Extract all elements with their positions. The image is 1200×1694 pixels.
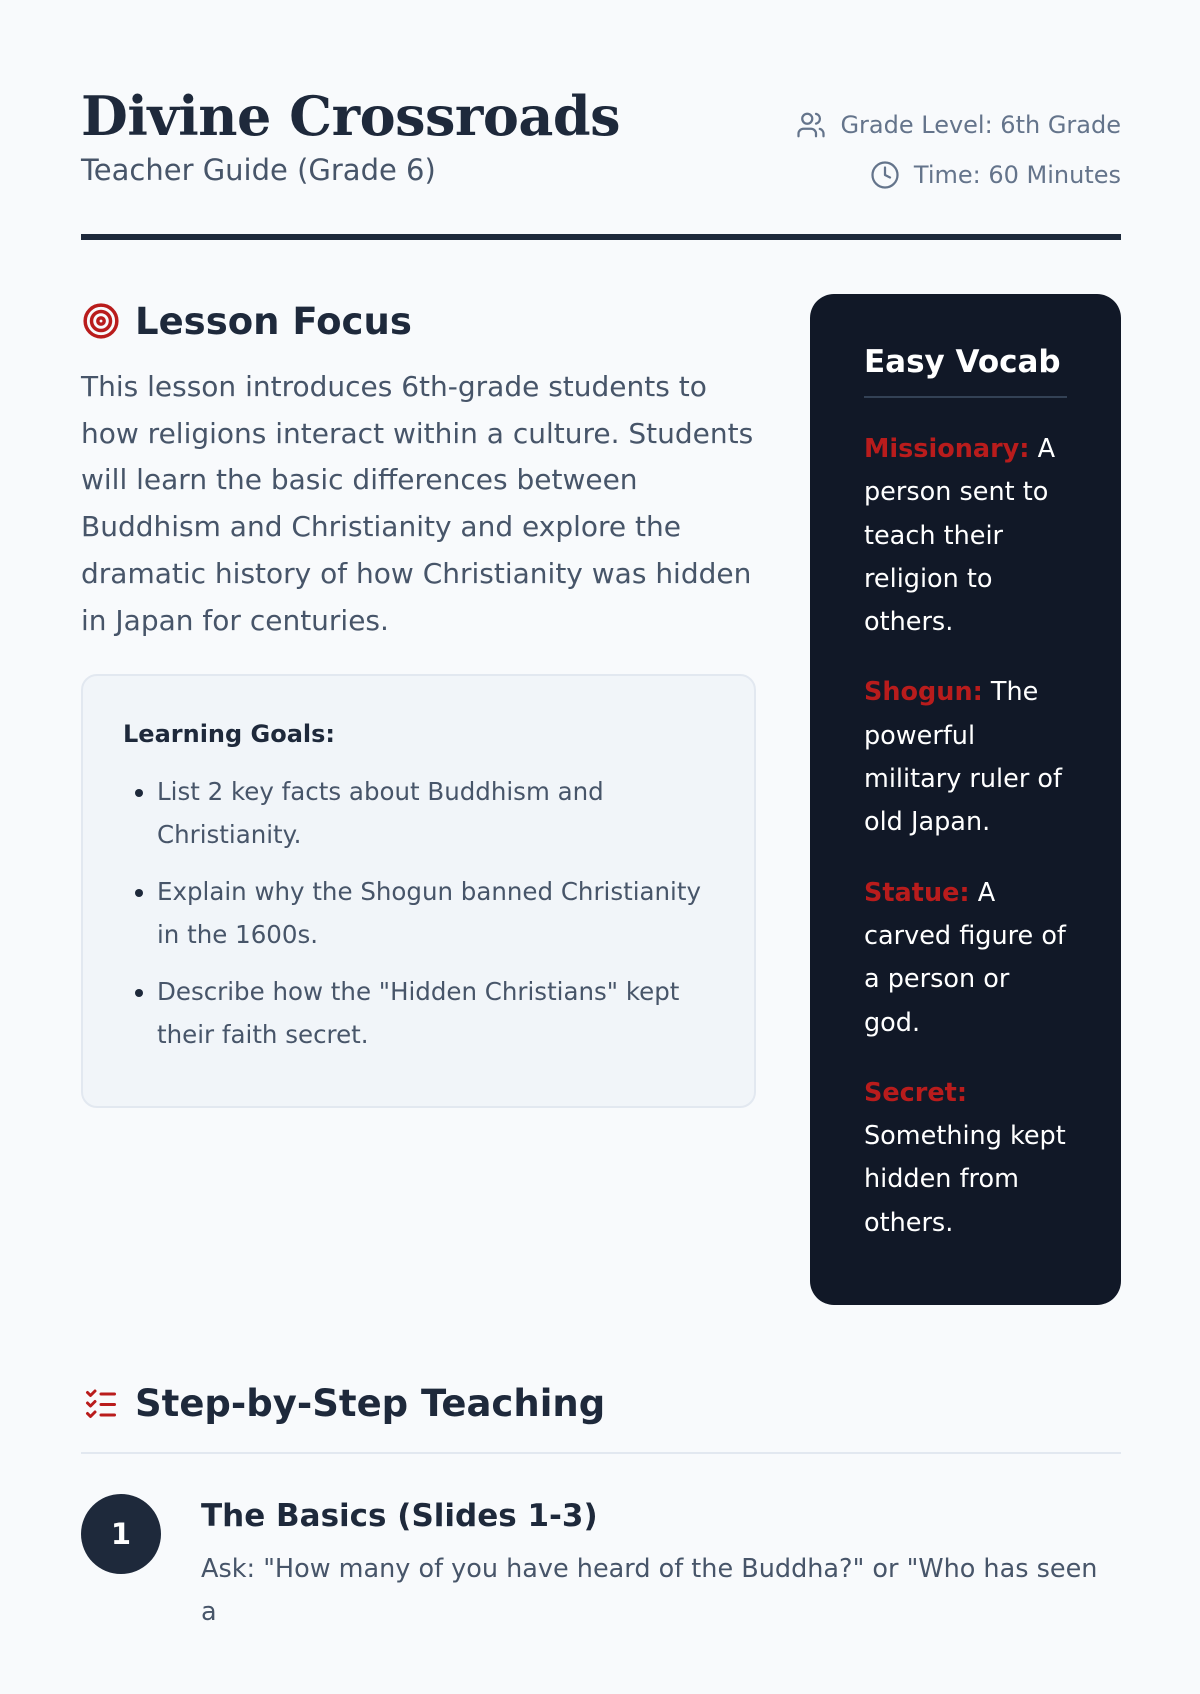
learning-goal-item: • Explain why the Shogun banned Christianity in the 1600s. (157, 870, 714, 956)
learning-goals-list (123, 770, 714, 1056)
vocab-title: Easy Vocab (864, 344, 1067, 398)
vocab-term (864, 872, 1067, 1045)
step-title: The Basics (Slides 1-3) (201, 1498, 598, 1534)
vocab-term (864, 1072, 1067, 1245)
vocab-word: Missionary: (864, 434, 1030, 464)
step-body (201, 1494, 1121, 1634)
clock-icon (870, 160, 900, 190)
lesson-focus-heading (81, 290, 756, 352)
teacher-guide-page (81, 0, 1121, 1627)
vocab-definition: A carved figure of a person or god. (864, 877, 1066, 1038)
checklist-icon (81, 1383, 121, 1423)
learning-goal-item: • Describe how the "Hidden Christians" kept their faith secret. (157, 970, 714, 1056)
teaching-step (81, 1494, 1121, 1694)
vocab-word: Secret: (864, 1077, 968, 1108)
vocab-definition: A person sent to teach their religion to others. (864, 434, 1056, 638)
vocab-term (864, 428, 1067, 644)
step-by-step-heading (81, 1370, 1121, 1454)
step-by-step-title: Step-by-Step Teaching (135, 1381, 606, 1425)
lesson-focus-title: Lesson Focus (135, 299, 412, 343)
vocab-card (810, 294, 1121, 1305)
vocab-list (864, 428, 1067, 1245)
lesson-meta (796, 100, 1121, 200)
vocab-term (864, 671, 1067, 844)
learning-goal-item: • List 2 key facts about Buddhism and Christianity. (157, 770, 714, 856)
target-icon (81, 301, 121, 341)
grade-level-row (796, 100, 1121, 150)
page-subtitle: Teacher Guide (Grade 6) (81, 153, 436, 187)
time-row (796, 150, 1121, 200)
time-text: Time: 60 Minutes (913, 161, 1121, 189)
page-title: Divine Crossroads (81, 84, 621, 148)
header-divider (81, 234, 1121, 240)
vocab-definition: The powerful military ruler of old Japan. (864, 677, 1062, 838)
lesson-focus-section (81, 290, 756, 1108)
step-text: Ask: "How many of you have heard of the Buddha?" or "Who has seen a (201, 1554, 1098, 1627)
grade-level-text: Grade Level: 6th Grade (840, 111, 1121, 139)
learning-goals-title: Learning Goals: (123, 720, 336, 749)
users-icon (796, 110, 826, 140)
vocab-definition: Something kept hidden from others. (864, 1121, 1066, 1238)
step-by-step-section (81, 1370, 1121, 1694)
vocab-word: Statue: (864, 877, 970, 908)
learning-goals-box (81, 674, 756, 1108)
step-number-badge: 1 (81, 1494, 161, 1574)
page-header (81, 0, 1121, 242)
vocab-word: Shogun: (864, 677, 983, 708)
lesson-intro: This lesson introduces 6th-grade students to how religions interact within a culture. Students will learn the basic differences between Buddhism and Christianity and explore the dramatic history of how Christianity was hidden in Japan for centuries. (81, 370, 754, 637)
